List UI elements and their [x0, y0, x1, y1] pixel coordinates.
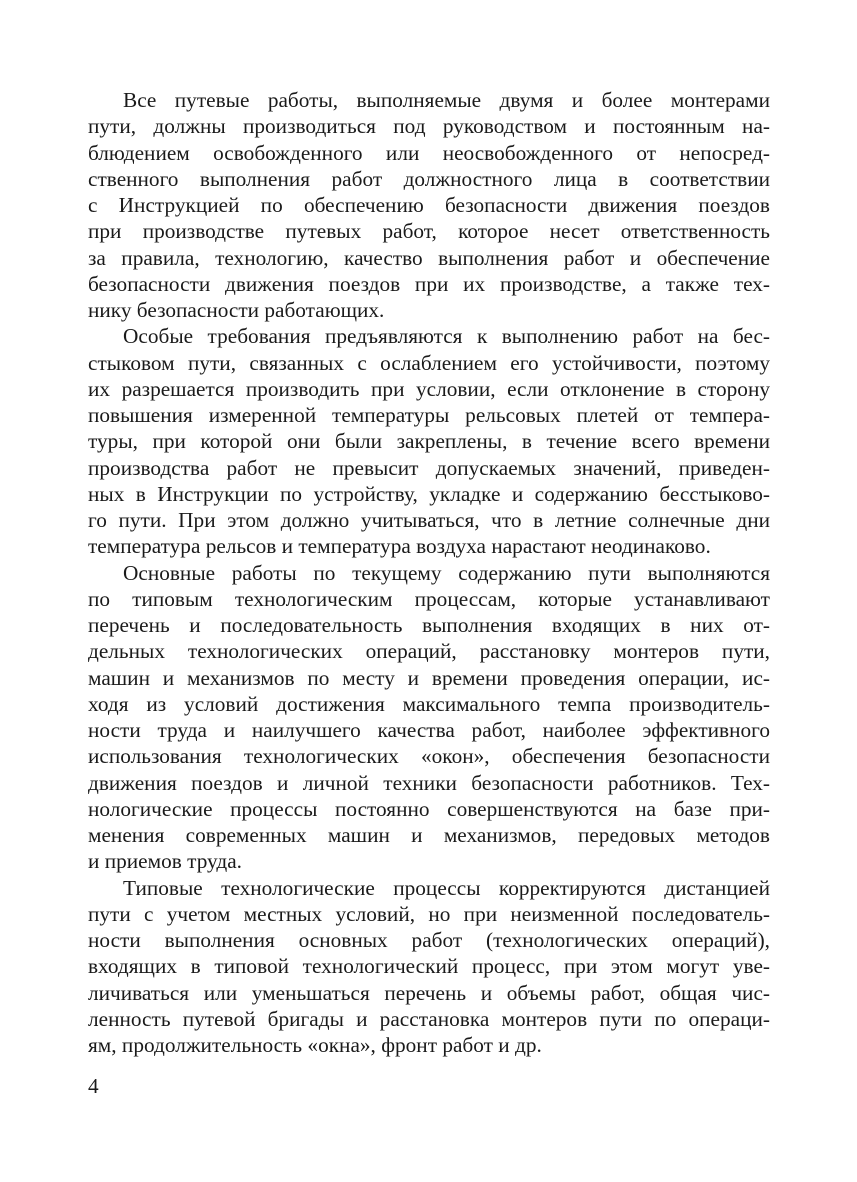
text-line: ных в Инструкции по устройству, укладке и содержанию бесстыково-	[88, 481, 770, 506]
paragraph	[88, 87, 770, 323]
text-line: по типовым технологическим процессам, которые устанавливают	[88, 586, 770, 611]
text-line: их разрешается производить при условии, если отклонение в сторону	[88, 376, 770, 401]
text-line: Особые требования предъявляются к выполнению работ на бес-	[123, 324, 770, 349]
text-line: использования технологических «окон», обеспечения безопасности	[88, 744, 770, 769]
text-line: перечень и последовательность выполнения входящих в них от-	[88, 613, 770, 637]
paragraph	[88, 560, 770, 875]
text-line: безопасности движения поездов при их производстве, а также тех-	[88, 271, 770, 296]
text-line: ям, продолжительность «окна», фронт работ и др.	[88, 1033, 542, 1057]
text-line: блюдением освобожденного или неосвобожденного от непосред-	[88, 140, 770, 165]
text-line: температура рельсов и температура воздуха нарастают неодинаково.	[88, 534, 711, 559]
text-line: туры, при которой они были закреплены, в течение всего времени	[88, 429, 770, 454]
page-number: 4	[88, 1074, 99, 1098]
text-line: входящих в типовой технологический процесс, при этом могут уве-	[88, 954, 770, 979]
text-line: личиваться или уменьшаться перечень и объемы работ, общая чис-	[88, 980, 770, 1005]
text-line: Все путевые работы, выполняемые двумя и более монтерами	[123, 88, 770, 112]
text-line: дельных технологических операций, расстановку монтеров пути,	[88, 639, 770, 664]
text-line: машин и механизмов по месту и времени проведения операции, ис-	[88, 665, 770, 690]
text-line: ности труда и наилучшего качества работ, наиболее эффективного	[88, 718, 770, 742]
text-line: движения поездов и личной техники безопасности работников. Тех-	[88, 770, 770, 795]
paragraph	[88, 875, 770, 1059]
text-line: повышения измеренной температуры рельсовых плетей от темпера-	[88, 403, 770, 427]
text-line: производства работ не превысит допускаемых значений, приведен-	[88, 455, 770, 480]
text-line: стыковом пути, связанных с ослаблением его устойчивости, поэтому	[88, 350, 770, 375]
text-line: го пути. При этом должно учитываться, что в летние солнечные дни	[88, 508, 770, 532]
text-line: ходя из условий достижения максимального темпа производитель-	[88, 691, 770, 716]
text-line: пути, должны производиться под руководством и постоянным на-	[88, 114, 770, 139]
paragraph	[88, 323, 770, 559]
text-line: Основные работы по текущему содержанию пути выполняются	[123, 560, 770, 585]
text-line: и приемов труда.	[88, 849, 242, 874]
text-line: Типовые технологические процессы корректируются дистанцией	[123, 875, 770, 900]
text-line: ленность путевой бригады и расстановка монтеров пути по операци-	[88, 1006, 770, 1031]
text-line: нологические процессы постоянно совершенствуются на базе при-	[88, 796, 770, 821]
text-line: за правила, технологию, качество выполнения работ и обеспечение	[88, 245, 770, 270]
text-line: с Инструкцией по обеспечению безопасности движения поездов	[88, 193, 770, 217]
text-line: нику безопасности работающих.	[88, 298, 385, 322]
text-line: ности выполнения основных работ (технологических операций),	[88, 928, 770, 952]
text-line: при производстве путевых работ, которое несет ответственность	[88, 219, 770, 244]
body-text	[88, 87, 770, 1058]
text-line: пути с учетом местных условий, но при неизменной последователь-	[88, 901, 770, 926]
text-line: менения современных машин и механизмов, передовых методов	[88, 823, 770, 847]
text-line: ственного выполнения работ должностного лица в соответствии	[88, 166, 770, 191]
